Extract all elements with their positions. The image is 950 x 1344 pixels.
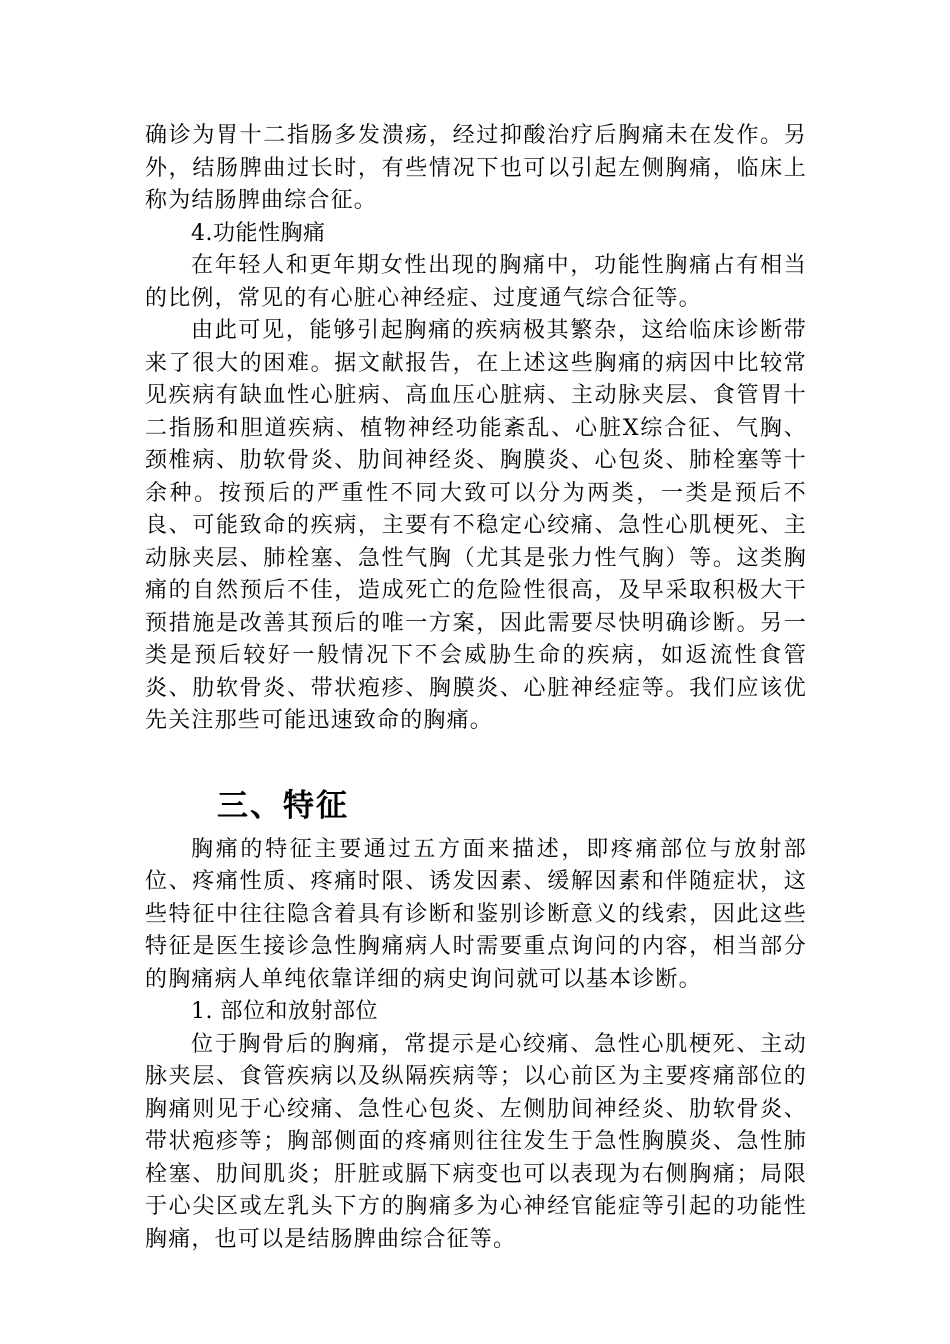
subheading-functional-chest-pain: 4.功能性胸痛 (191, 220, 326, 246)
section-spacer (145, 738, 807, 786)
subheading-location-radiation: 1. 部位和放射部位 (191, 999, 378, 1024)
paragraph-functional-chest-pain: 在年轻人和更年期女性出现的胸痛中，功能性胸痛占有相当的比例，常见的有心脏心神经症、过度通气综合征等。 (145, 253, 807, 311)
paragraph-causes-and-prognosis: 由此可见，能够引起胸痛的疾病极其繁杂，这给临床诊断带来了很大的困难。据文献报告，在上述这些胸痛的病因中比较常见疾病有缺血性心脏病、高血压心脏病、主动脉夹层、食管胃十二指肠和胆道疾病、植物神经功能紊乱、心脏X综合征、气胸、颈椎病、肋软骨炎、肋间神经炎、胸膜炎、心包炎、肺栓塞等十余种。按预后的严重性不同大致可以分为两类，一类是预后不良、可能致命的疾病，主要有不稳定心绞痛、急性心肌梗死、主动脉夹层、肺栓塞、急性气胸（尤其是张力性气胸）等。这类胸痛的自然预后不佳，造成死亡的危险性很高，及早采取积极大干预措施是改善其预后的唯一方案，因此需要尽快明确诊断。另一类是预后较好一般情况下不会威胁生命的疾病，如返流性食管炎、肋软骨炎、带状疱疹、胸膜炎、心脏神经症等。我们应该优先关注那些可能迅速致命的胸痛。 (145, 318, 807, 733)
heading-spacer (145, 826, 807, 834)
paragraph-location-radiation: 位于胸骨后的胸痛，常提示是心绞痛、急性心肌梗死、主动脉夹层、食管疾病以及纵隔疾病等；以心前区为主要疼痛部位的胸痛则见于心绞痛、急性心包炎、左侧肋间神经炎、肋软骨炎、带状疱疹等；胸部侧面的疼痛则往往发生于急性胸膜炎、急性肺栓塞、肋间肌炎；肝脏或膈下病变也可以表现为右侧胸痛；局限于心尖区或左乳头下方的胸痛多为心神经官能症等引起的功能性胸痛，也可以是结肠脾曲综合征等。 (145, 1031, 807, 1252)
paragraph-colon-flexure: 确诊为胃十二指肠多发溃疡，经过抑酸治疗后胸痛未在发作。另外，结肠脾曲过长时，有些情况下也可以引起左侧胸痛，临床上称为结肠脾曲综合征。 (145, 123, 807, 213)
paragraph-characteristics-intro: 胸痛的特征主要通过五方面来描述，即疼痛部位与放射部位、疼痛性质、疼痛时限、诱发因素、缓解因素和伴随症状，这些特征中往往隐含着具有诊断和鉴别诊断意义的线索，因此这些特征是医生接诊急性胸痛病人时需要重点询问的内容，相当部分的胸痛病人单纯依靠详细的病史询问就可以基本诊断。 (145, 836, 807, 992)
document-body (145, 120, 807, 1256)
section-heading-characteristics: 三、特征 (217, 787, 349, 824)
